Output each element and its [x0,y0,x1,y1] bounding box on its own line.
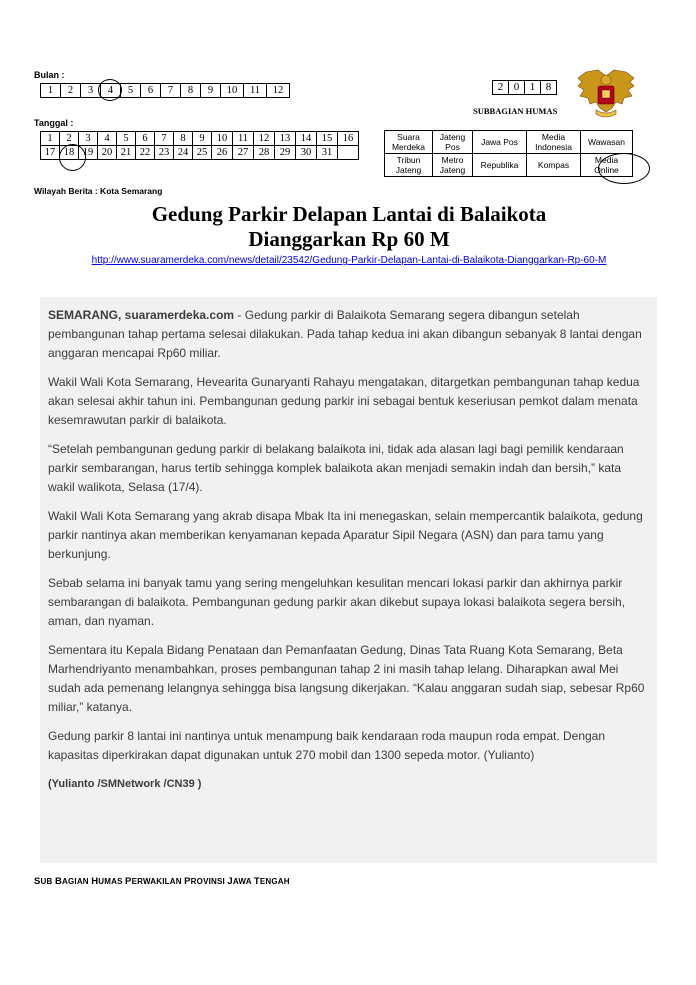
tanggal-cell: 27 [233,146,254,160]
tanggal-cell: 15 [317,132,338,146]
footer-office [34,876,290,887]
media-cell: Jateng Pos [433,131,473,154]
tanggal-cell: 9 [193,132,212,146]
tanggal-cell: 17 [41,146,60,160]
tanggal-cell: 30 [296,146,317,160]
year-cell: 1 [525,81,541,95]
tanggal-cell: 18 [60,146,79,160]
tanggal-cell: 29 [275,146,296,160]
bulan-cell: 5 [121,84,141,98]
article-paragraph-2: Wakil Wali Kota Semarang, Hevearita Gunaryanti Rahayu mengatakan, ditargetkan pembangunan tahap kedua akan selesai akhir tahun ini. Pembangunan gedung parkir ini sebagai bentuk keseriusan pemkot dalam menata kesemrawutan parkir di balaikota. [48,375,640,427]
bulan-cell: 2 [61,84,81,98]
tanggal-cell: 13 [275,132,296,146]
bulan-cell: 8 [181,84,201,98]
article-p1-text: - Gedung parkir di Balaikota Semarang segera dibangun setelah pembangunan tahap pertama selesai dilakukan. Pada tahap kedua ini akan dibangun sebanyak 8 lantai dengan anggaran mencapai Rp60 miliar. [48,308,642,360]
media-cell: Wawasan [581,131,633,154]
tanggal-cell: 23 [155,146,174,160]
bulan-cell: 9 [201,84,221,98]
media-cell: Kompas [527,154,581,177]
tanggal-cell: 4 [98,132,117,146]
tanggal-cell: 11 [233,132,254,146]
media-cell: Metro Jateng [433,154,473,177]
year-cell: 8 [541,81,557,95]
tanggal-cell: 7 [155,132,174,146]
tanggal-cell: 8 [174,132,193,146]
bulan-cell: 7 [161,84,181,98]
tanggal-label: Tanggal : [34,118,74,128]
tanggal-cell: 28 [254,146,275,160]
year-table [492,80,557,95]
tanggal-cell [338,146,359,160]
bulan-cell: 11 [244,84,267,98]
headline [34,202,664,252]
bulan-cell: 12 [267,84,290,98]
tanggal-cell: 2 [60,132,79,146]
tanggal-cell: 5 [117,132,136,146]
tanggal-selected-circle [59,144,86,171]
tanggal-cell: 20 [98,146,117,160]
garuda-emblem-logo [576,68,636,120]
bulan-cell: 6 [141,84,161,98]
headline-line-1: Gedung Parkir Delapan Lantai di Balaikota [151,202,547,226]
tanggal-cell: 14 [296,132,317,146]
tanggal-cell: 16 [338,132,359,146]
bulan-cell: 3 [81,84,101,98]
tanggal-cell: 24 [174,146,193,160]
tanggal-cell: 1 [41,132,60,146]
bulan-cell: 10 [221,84,244,98]
bulan-selected-circle [98,79,122,101]
tanggal-cell: 6 [136,132,155,146]
media-cell: Media Online [581,154,633,177]
article-paragraph-7: Gedung parkir 8 lantai ini nantinya untuk menampung baik kendaraan roda maupun roda empat. Dengan kapasitas diperkirakan dapat digunakan untuk 270 mobil dan 1300 sepeda motor. (Yulianto) [48,729,606,762]
tanggal-cell: 31 [317,146,338,160]
tanggal-cell: 12 [254,132,275,146]
year-cell: 0 [509,81,525,95]
article-clipping [40,297,657,863]
media-cell: Media Indonesia [527,131,581,154]
tanggal-cell: 26 [212,146,233,160]
tanggal-cell: 21 [117,146,136,160]
bulan-table [40,83,290,98]
bulan-cell: 4 [101,84,121,98]
media-cell: Jawa Pos [473,131,527,154]
subbagian-humas-label: SUBBAGIAN HUMAS [473,106,558,116]
article-byline: (Yulianto /SMNetwork /CN39 ) [48,778,202,790]
bulan-cell: 1 [41,84,61,98]
footer-text: SUB BAGIAN HUMAS PERWAKILAN PROVINSI JAWA TENGAH [34,876,290,887]
article-paragraph-5: Sebab selama ini banyak tamu yang sering mengeluhkan kesulitan mencari lokasi parkir dan akhirnya parkir sembarangan di balaikota. Pembangunan gedung parkir akan dikebut supaya lokasi balaikota segera bersih, aman, dan nyaman. [48,576,626,628]
article-paragraph-6: Sementara itu Kepala Bidang Penataan dan Pemanfaatan Gedung, Dinas Tata Ruang Kota Semarang, Beta Marhendriyanto menambahkan, proses pembangunan tahap 2 ini masih tahap lelang. Diharapkan awal Mei sudah ada pemenang lelangnya sehingga bisa langsung dikerjakan. “Kalau anggaran sudah siap, sebesar Rp60 miliar,” katanya. [48,643,645,714]
tanggal-cell: 25 [193,146,212,160]
media-selected-circle [598,153,650,184]
article-lead: SEMARANG, suaramerdeka.com [48,308,235,322]
tanggal-cell: 19 [79,146,98,160]
year-cell: 2 [493,81,509,95]
tanggal-cell: 22 [136,146,155,160]
article-paragraph-4: Wakil Wali Kota Semarang yang akrab disapa Mbak Ita ini menegaskan, selain mempercantik balaikota, gedung parkir nantinya akan memberikan kenyamanan kepada Aparatur Sipil Negara (ASN) dan para tamu yang berkunjung. [48,509,643,561]
tanggal-cell: 3 [79,132,98,146]
media-table [384,130,633,177]
wilayah-berita: Wilayah Berita : Kota Semarang [34,186,163,196]
media-cell: Tribun Jateng [385,154,433,177]
source-link[interactable]: http://www.suaramerdeka.com/news/detail/23542/Gedung-Parkir-Delapan-Lantai-di-Balaikota-Dianggarkan-Rp-60-M [91,255,607,266]
article-paragraph-1 [48,306,649,363]
article-paragraph-3: “Setelah pembangunan gedung parkir di belakang balaikota ini, tidak ada alasan lagi bagi pemilik kendaraan parkir sembarangan, harus tertib sehingga komplek balaikota akan menjadi semakin indah dan bersih,” kata wakil walikota, Selasa (17/4). [48,442,624,494]
headline-line-2: Dianggarkan Rp 60 M [248,227,450,251]
tanggal-table [40,131,359,160]
tanggal-cell: 10 [212,132,233,146]
bulan-label: Bulan : [34,70,65,80]
media-cell: Republika [473,154,527,177]
media-cell: Suara Merdeka [385,131,433,154]
